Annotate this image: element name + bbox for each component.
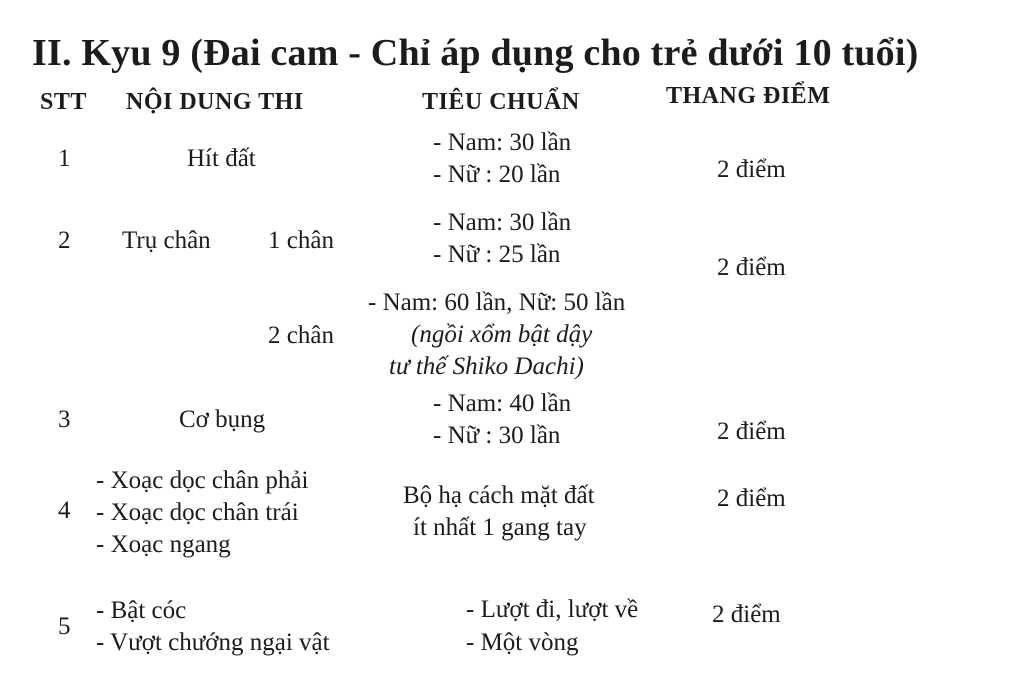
standard-text: ít nhất 1 gang tay bbox=[413, 514, 587, 541]
standard-text: - Nữ : 25 lần bbox=[433, 241, 561, 268]
row-number: 4 bbox=[58, 497, 71, 524]
content-text: Cơ bụng bbox=[179, 406, 266, 433]
header-score: THANG ĐIỂM bbox=[666, 83, 831, 109]
standard-text: - Nữ : 20 lần bbox=[433, 161, 561, 188]
row-number: 1 bbox=[58, 145, 71, 172]
standard-text: - Nam: 30 lần bbox=[433, 209, 572, 236]
row-number: 3 bbox=[58, 406, 71, 433]
content-text: - Vượt chướng ngại vật bbox=[96, 629, 330, 656]
header-standard: TIÊU CHUẨN bbox=[422, 89, 580, 115]
standard-note: (ngồi xổm bật dậy bbox=[411, 321, 593, 348]
header-content: NỘI DUNG THI bbox=[126, 89, 304, 115]
row-number: 5 bbox=[58, 613, 71, 640]
standard-text: Bộ hạ cách mặt đất bbox=[403, 482, 595, 509]
header-stt: STT bbox=[40, 89, 87, 115]
standard-text: - Nam: 30 lần bbox=[433, 129, 572, 156]
content-text: - Xoạc dọc chân trái bbox=[96, 499, 299, 526]
content-subitem: 1 chân bbox=[268, 227, 334, 254]
row-number: 2 bbox=[58, 227, 71, 254]
standard-text: - Nam: 60 lần, Nữ: 50 lần bbox=[368, 289, 626, 316]
content-text: Hít đất bbox=[187, 145, 256, 172]
content-text: - Xoạc ngang bbox=[96, 531, 231, 558]
content-text: - Bật cóc bbox=[96, 597, 187, 624]
score-text: 2 điểm bbox=[717, 485, 786, 512]
page-title: II. Kyu 9 (Đai cam - Chỉ áp dụng cho trẻ dưới 10 tuổi) bbox=[32, 32, 919, 74]
standard-text: - Một vòng bbox=[466, 629, 579, 656]
content-text: Trụ chân bbox=[122, 227, 211, 254]
score-text: 2 điểm bbox=[717, 156, 786, 183]
content-text: - Xoạc dọc chân phải bbox=[96, 467, 309, 494]
score-text: 2 điểm bbox=[717, 254, 786, 281]
content-subitem: 2 chân bbox=[268, 322, 334, 349]
standard-note: tư thế Shiko Dachi) bbox=[389, 353, 584, 380]
standard-text: - Lượt đi, lượt về bbox=[466, 596, 639, 623]
score-text: 2 điểm bbox=[712, 601, 781, 628]
score-text: 2 điểm bbox=[717, 418, 786, 445]
standard-text: - Nam: 40 lần bbox=[433, 390, 572, 417]
standard-text: - Nữ : 30 lần bbox=[433, 422, 561, 449]
